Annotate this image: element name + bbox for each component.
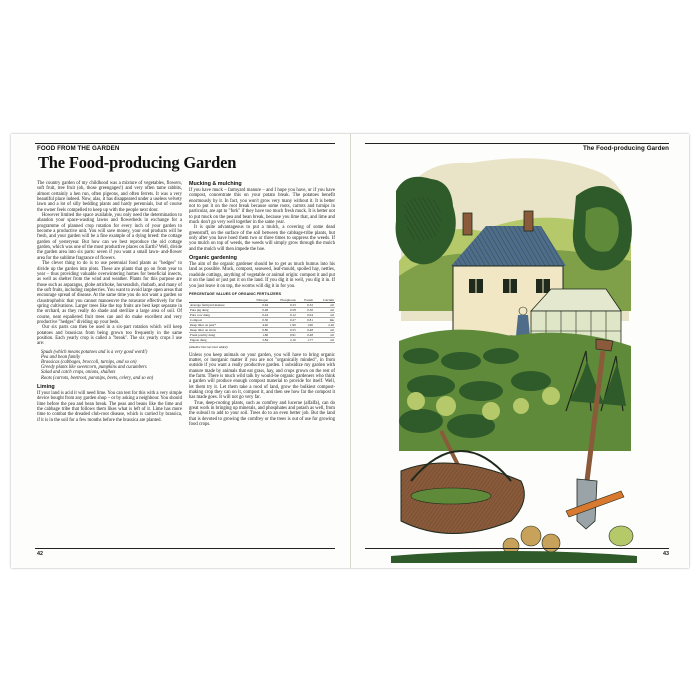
garden-illustration bbox=[391, 151, 637, 563]
value-cell: 1.90 bbox=[269, 323, 297, 328]
table-body bbox=[189, 303, 335, 343]
section-heading-organic: Organic gardening bbox=[189, 255, 237, 262]
left-page bbox=[11, 134, 350, 568]
table-header: Potash bbox=[297, 298, 314, 303]
fertilizer-name-cell: Fresh poultry dung bbox=[189, 333, 247, 338]
paragraph: However limited the space available, you only need the determination to abandon your space-wasting lawns and flowerbeds in exchange for a programme of planned crop rotation for every inch of your garden to become a productive unit. You will save money, your end products will be fresh, and your garden will be a fine example of a dying breed: the cottage garden of yesteryear. But how can we best reproduce the old cottage garden, which was one of the most productive places on Earth? Well, divide the garden area into six parts: seven if you want a small lawn- and-flower area for the sublime fragrance of flowers. bbox=[37, 213, 182, 261]
crop-list bbox=[41, 350, 182, 381]
paragraph: If you have muck – farmyard manure – and I hope you have, or if you have compost, concentrate this on your potato break. The potatoes benefit enormously by it. In fact, you won't grow very many without it. It is better not to put it on the root break because some roots, carrots and turnips in particular, are apt to "fork" if they have too much fresh muck. It is better not to put muck on the pea and bean break, because you lime that, and lime and muck don't go very well together in the same year. bbox=[189, 188, 335, 226]
page-title: The Food-producing Garden bbox=[38, 153, 237, 172]
value-cell: 0.27 bbox=[269, 318, 297, 323]
gardener bbox=[516, 315, 530, 336]
paragraph: True, deep-rooting plants, such as comfrey and lucerne (alfalfa), can do great work in bringing up minerals, and phosphates and potash as well, from the subsoil to add to your soil. Trees do to an even better job. But the land that is devoted to growing the comfrey or the trees is out of use for growing food crops. bbox=[189, 400, 335, 427]
fertilizer-name-cell: Average farmyard manure bbox=[189, 303, 247, 308]
gardener-head bbox=[519, 307, 527, 315]
value-cell: 0.32 bbox=[297, 303, 314, 308]
fertilizer-name-cell: Deep litter on straw bbox=[189, 328, 247, 333]
tree bbox=[585, 207, 619, 252]
chimney bbox=[463, 213, 472, 235]
value-cell: 0.12 bbox=[269, 313, 297, 318]
value-cell: 0.50 bbox=[247, 318, 269, 323]
value-cell: 0.44 bbox=[247, 313, 269, 318]
fertilizer-name-cell: Pure cow dung bbox=[189, 313, 247, 318]
bottom-rule bbox=[365, 548, 669, 549]
value-cell: nil bbox=[314, 313, 335, 318]
table-header: Calcium bbox=[314, 298, 335, 303]
value-cell: 0.36 bbox=[297, 308, 314, 313]
value-cell: nil bbox=[314, 303, 335, 308]
crop-item: Brassicas (cabbages, broccoli, turnips, and so on) bbox=[41, 360, 137, 366]
value-cell: mk bbox=[314, 318, 335, 323]
page-number: 43 bbox=[663, 551, 669, 557]
page-number: 42 bbox=[37, 551, 43, 557]
value-cell: 0.23 bbox=[269, 303, 297, 308]
paragraph: If your land is acid it will need lime. You can test for this with a very simple device bought from any garden shop – or by asking a neighbour. You should lime before the pea and bean break. The peas and beans like the lime and the cabbage tribe that follows them likes what is left of it. Lime has more time to combat the dreaded club-root disease, which is carried by brassica, if it is in the soil for a few months before the brassica are planted. bbox=[37, 390, 182, 423]
value-cell: nil bbox=[314, 333, 335, 338]
value-cell: 1.66 bbox=[247, 333, 269, 338]
book-spread bbox=[11, 134, 689, 568]
value-cell: 0.80 bbox=[247, 328, 269, 333]
paragraph: The aim of the organic gardener should be to get as much humus into his land as possible. Muck, compost, seaweed, leaf-mould, spoiled hay, nettles, roadside cuttings, anything of vegetable or animal origin: compost it and put it on the land or just put it on the land. If you dig it in well, you dig it in. If you just leave it on top, the worms will dig it in for you. bbox=[189, 262, 335, 289]
table-note: (Alkaline lime has been added) bbox=[189, 345, 228, 350]
crop-item: Greedy plants like sweetcorn, pumpkins and cucumbers bbox=[41, 365, 147, 371]
fertilizer-table bbox=[189, 298, 335, 343]
paragraph: The clever thing to do is to use perennial food plants as "hedges" to divide up the garden into plots. These are plants that go on from year to year – thus providing valuable overwintering homes for beneficial insects, as well as shelter from the wind and weather. Plants for this purpose are those such as asparagus, globe artichoke, horseradish, rhubarb, and many of the soft fruits, including raspberries. You want to avoid large open areas that encourage spread of disease. At the same time you do not want a garden so claustrophobic that you cannot manoeuvre the rotavator effectively for the spring cultivations. Larger trees like the top fruits are best kept separate in the orchard, as they really do shade and sterilize a large area of soil. Of course, neat espaliered fruit trees can and do make excellent and very productive "hedges" dividing up your beds. bbox=[37, 261, 182, 325]
crop-item: Roots (carrots, beetroot, parsnips, beets, celery, and so on) bbox=[41, 375, 154, 381]
section-heading-liming: Liming bbox=[37, 383, 55, 390]
value-cell: 5.84 bbox=[247, 338, 269, 343]
value-cell: 0.91 bbox=[269, 333, 297, 338]
tree-shading bbox=[403, 197, 441, 241]
value-cell: 0.81 bbox=[297, 318, 314, 323]
table-header: Nitrogen bbox=[247, 298, 269, 303]
table-row bbox=[189, 338, 335, 343]
fertilizer-name-cell: Compost bbox=[189, 318, 247, 323]
fertilizer-name-cell: Pure pig dung bbox=[189, 308, 247, 313]
text-column-1 bbox=[37, 181, 182, 423]
value-cell: 2.10 bbox=[269, 338, 297, 343]
value-cell: 0.04 bbox=[297, 313, 314, 318]
table-title: PERCENTAGE VALUES OF ORGANIC FERTILIZERS bbox=[189, 291, 282, 296]
bottom-rule bbox=[35, 548, 335, 549]
paragraph: Unless you keep animals on your garden, you will have to bring organic matter, or inorganic matter if you are not "organically minded", in from outside if you want a really productive garden. I subsidize my garden with manure made by animals that eat grass, hay, and crops grown on the rest of the farm. There is much wild talk by would-be organic gardeners who think a garden will produce enough compost material to provide for itself. Well, let them try it. Let them take a rood of land, grow the bulkiest compost-making crop they can on it, compost it, and then see how far the compost it has made goes. It will not go very far. bbox=[189, 352, 335, 401]
value-cell: 4.40 bbox=[247, 323, 269, 328]
right-page bbox=[351, 134, 689, 568]
crop-item: Pea and bean family bbox=[41, 354, 81, 360]
paragraph: It is quite advantageous to put a mulch, a covering of some dead greenstuff, on the surface of the soil between the cabbage-tribe plants, but only after you have hoed them two or three times to suppress the weeds. If you mulch on top of weeds, the weeds will simply grow through the mulch and the mulch will then impede the hoe. bbox=[189, 225, 335, 252]
running-head: The Food-producing Garden bbox=[582, 145, 669, 152]
crop-item: Salad and catch crops, onions, shallots bbox=[41, 370, 116, 376]
value-cell: nil bbox=[314, 308, 335, 313]
top-rule bbox=[35, 143, 335, 144]
value-cell: nil bbox=[314, 338, 335, 343]
table-header: Phosphorus bbox=[269, 298, 297, 303]
fertilizer-name-cell: Deep litter on peat* bbox=[189, 323, 247, 328]
value-cell: 0.48 bbox=[297, 333, 314, 338]
value-cell: 0.55 bbox=[269, 328, 297, 333]
crop-item: Spuds (which means potatoes and is a very good word!) bbox=[41, 349, 148, 355]
paragraph: Our six parts can then be used in a six-part rotation which will keep potatoes and brassicas from being grown too frequently in the same position. Each yearly crop is called a "break". The six yearly crops I use are: bbox=[37, 325, 182, 347]
value-cell: 2.20 bbox=[314, 323, 335, 328]
value-cell: 1.77 bbox=[297, 338, 314, 343]
value-cell: 0.58 bbox=[269, 308, 297, 313]
value-cell: nil bbox=[314, 328, 335, 333]
section-heading-mucking: Mucking & mulching bbox=[189, 181, 242, 187]
value-cell: 0.64 bbox=[247, 303, 269, 308]
top-rule bbox=[365, 143, 669, 144]
ground bbox=[391, 551, 637, 563]
value-cell: 0.48 bbox=[297, 328, 314, 333]
text-column-2 bbox=[189, 181, 335, 427]
running-head: FOOD FROM THE GARDEN bbox=[37, 145, 120, 152]
fertilizer-name-cell: Pigeon dung bbox=[189, 338, 247, 343]
value-cell: 0.48 bbox=[247, 308, 269, 313]
chimney bbox=[524, 211, 533, 231]
value-cell: 1.90 bbox=[297, 323, 314, 328]
paragraph: The country garden of my childhood was a mixture of vegetables, flowers, soft fruit, tree fruit (oh, those greengages!) and very often tame rabbits, almost certainly a hen run, often pigeons, and often ferrets. It was a very beautiful place indeed. Now, alas, it has disappeared under a useless velvety lawn and a lot of silly bedding plants and hardy perennials, but of course the owner feels compelled to keep up with the people next door. bbox=[37, 181, 182, 213]
